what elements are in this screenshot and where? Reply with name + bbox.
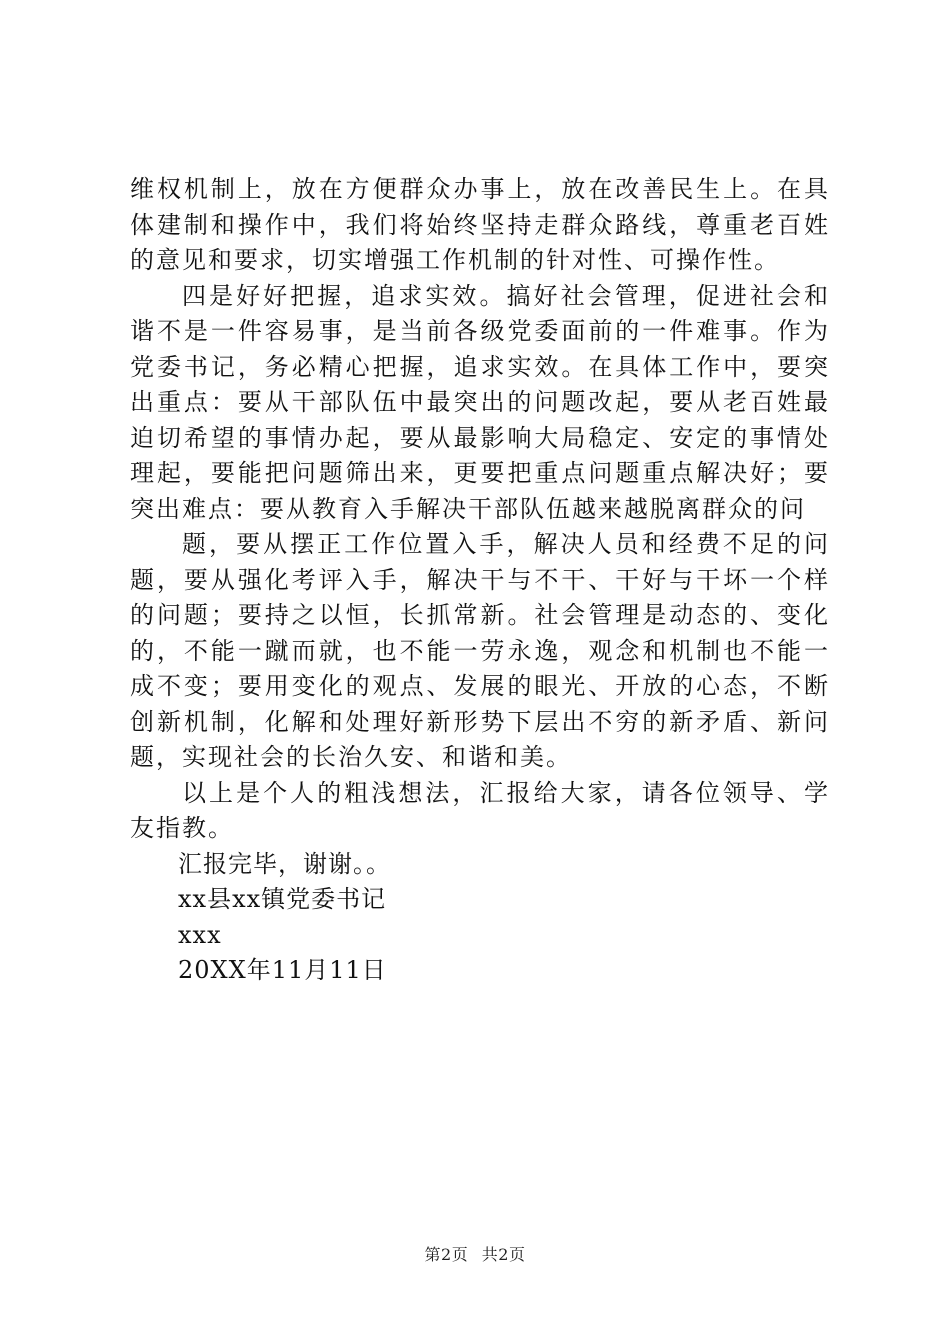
document-date: 20XX年11月11日 xyxy=(178,956,387,984)
page-number: 第2页 xyxy=(424,1245,469,1264)
page-total: 共2页 xyxy=(481,1245,526,1264)
document-body xyxy=(130,172,830,989)
paragraph-2: 四是好好把握，追求实效。搞好社会管理，促进社会和谐不是一件容易事，是当前各级党委面前的一件难事。作为党委书记，务必精心把握，追求实效。在具体工作中，要突出重点：要从干部队伍中最突出的问题改起，要从老百姓最迫切希望的事情办起，要从最影响大局稳定、安定的事情处理起，要能把问题筛出来，更要把重点问题重点解决好；要突出难点：要从教育入手解决干部队伍越来越脱离群众的问 xyxy=(130,281,830,523)
signature-name: xxx xyxy=(178,920,222,949)
paragraph-4: 以上是个人的粗浅想法，汇报给大家，请各位领导、学友指教。 xyxy=(130,778,830,842)
signature-title: xx县xx镇党委书记 xyxy=(178,885,387,913)
closing-line: 汇报完毕，谢谢。。 xyxy=(178,849,391,878)
paragraph-1: 维权机制上，放在方便群众办事上，放在改善民生上。在具体建制和操作中，我们将始终坚持走群众路线，尊重老百姓的意见和要求，切实增强工作机制的针对性、可操作性。 xyxy=(130,175,830,274)
paragraph-3: 题，要从摆正工作位置入手，解决人员和经费不足的问题，要从强化考评入手，解决干与不干、干好与干坏一个样的问题；要持之以恒，长抓常新。社会管理是动态的、变化的，不能一蹴而就，也不能一劳永逸，观念和机制也不能一成不变；要用变化的观点、发展的眼光、开放的心态，不断创新机制，化解和处理好新形势下层出不穷的新矛盾、新问题，实现社会的长治久安、和谐和美。 xyxy=(130,530,830,771)
page-footer xyxy=(0,1242,950,1265)
